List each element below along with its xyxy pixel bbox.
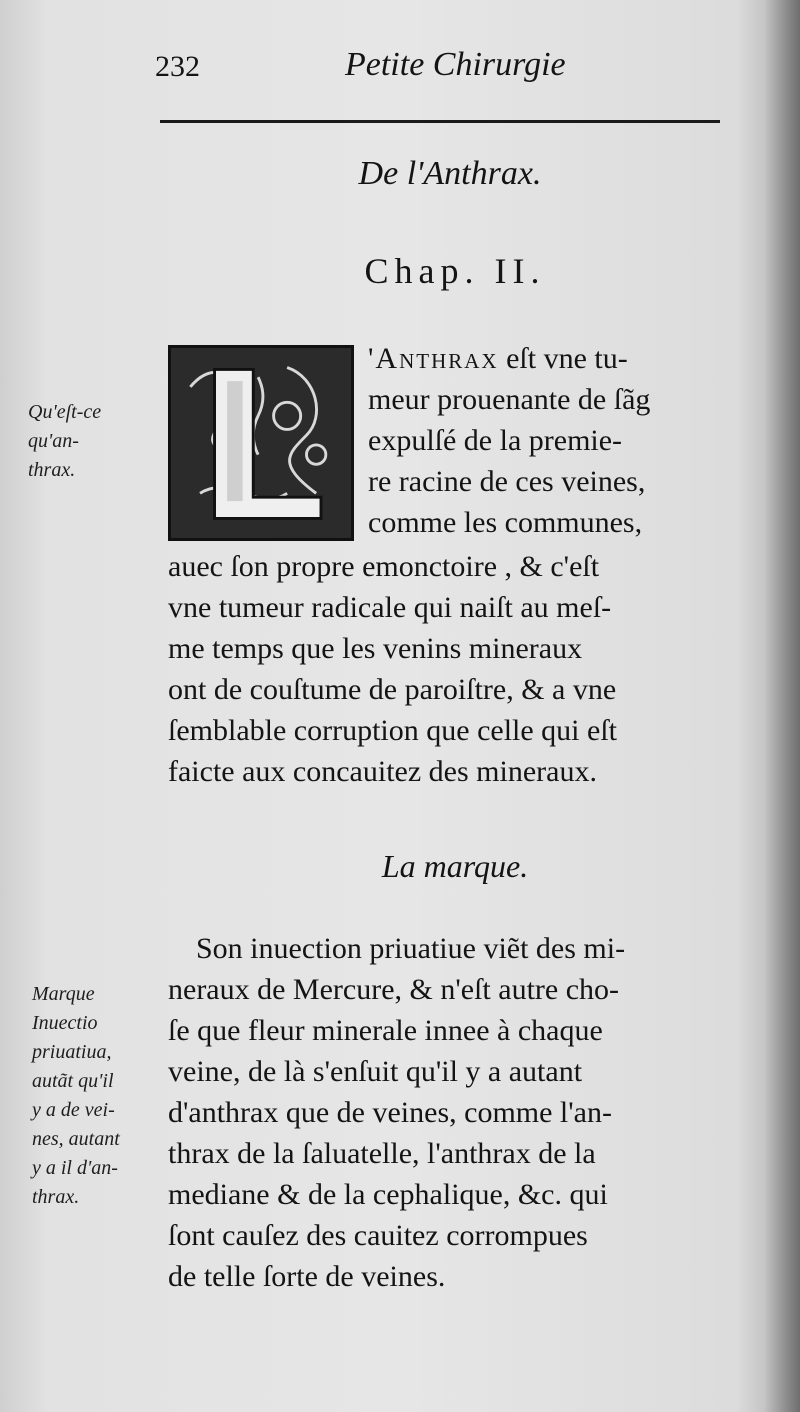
header-rule — [160, 120, 720, 123]
paragraph-line: expulſé de la premie- — [368, 424, 623, 457]
margin-note-line: priuatiua, — [32, 1041, 112, 1063]
paragraph-line: meur prouenante de ſãg — [368, 383, 651, 416]
paragraph-line: de telle ſorte de veines. — [168, 1260, 446, 1293]
margin-note-line: y a de vei- — [32, 1099, 115, 1121]
paragraph-line: Son inuection priuatiue viẽt des mi- — [196, 932, 626, 965]
paragraph-line: ſont cauſez des cauitez corrompues — [168, 1219, 588, 1252]
drop-cap-ornament-icon — [171, 348, 351, 538]
margin-note-question — [28, 398, 101, 485]
paragraph-line: ont de couſtume de paroiſtre, & a vne — [168, 673, 617, 706]
margin-note-line: Marque — [32, 983, 95, 1005]
margin-note-line: y a il d'an- — [32, 1157, 118, 1179]
paragraph-line: ſemblable corruption que celle qui eſt — [168, 714, 618, 747]
paragraph-line: re racine de ces veines, — [368, 465, 646, 498]
paragraph-one-indented — [368, 338, 650, 543]
paragraph-line: neraux de Mercure, & n'eſt autre cho- — [168, 973, 620, 1006]
marque-heading: La marque. — [381, 848, 529, 884]
page-number: 232 — [155, 50, 200, 83]
margin-note-line: thrax. — [28, 459, 76, 481]
paragraph-line: ſe que fleur minerale innee à chaque — [168, 1014, 603, 1047]
paragraph-one-full — [168, 546, 617, 792]
paragraph-line: veine, de là s'enſuit qu'il y a autant — [168, 1055, 583, 1088]
paragraph-two — [168, 928, 625, 1297]
margin-note-line: Inuectio — [32, 1012, 98, 1034]
margin-note-line: thrax. — [32, 1186, 80, 1208]
margin-note-line: qu'an- — [28, 430, 79, 452]
drop-cap-initial — [168, 345, 354, 541]
page-edge-shadow — [764, 0, 800, 1412]
paragraph-line: d'anthrax que de veines, comme l'an- — [168, 1096, 612, 1129]
first-line-rest: eſt vne tu- — [498, 342, 628, 375]
margin-note-line: nes, autant — [32, 1128, 120, 1150]
running-title: Petite Chirurgie — [345, 46, 566, 83]
paragraph-line: vne tumeur radicale qui naiſt au meſ- — [168, 591, 612, 624]
margin-note-marque — [32, 980, 120, 1212]
section-title: De l'Anthrax. — [358, 155, 542, 192]
paragraph-line: mediane & de la cephalique, &c. qui — [168, 1178, 608, 1211]
paragraph-line: thrax de la ſaluatelle, l'anthrax de la — [168, 1137, 596, 1170]
paragraph-line: comme les communes, — [368, 506, 643, 539]
chapter-heading: Chap. II. — [364, 251, 546, 291]
margin-note-line: autãt qu'il — [32, 1070, 114, 1092]
opening-word: 'Anthrax — [368, 342, 499, 375]
paragraph-line: auec ſon propre emonctoire , & c'eſt — [168, 550, 600, 583]
page-header — [150, 40, 710, 100]
paragraph-line: faicte aux concauitez des mineraux. — [168, 755, 597, 788]
paragraph-line — [368, 338, 650, 379]
paragraph-line: me temps que les venins mineraux — [168, 632, 583, 665]
margin-note-line: Qu'eſt-ce — [28, 401, 102, 423]
